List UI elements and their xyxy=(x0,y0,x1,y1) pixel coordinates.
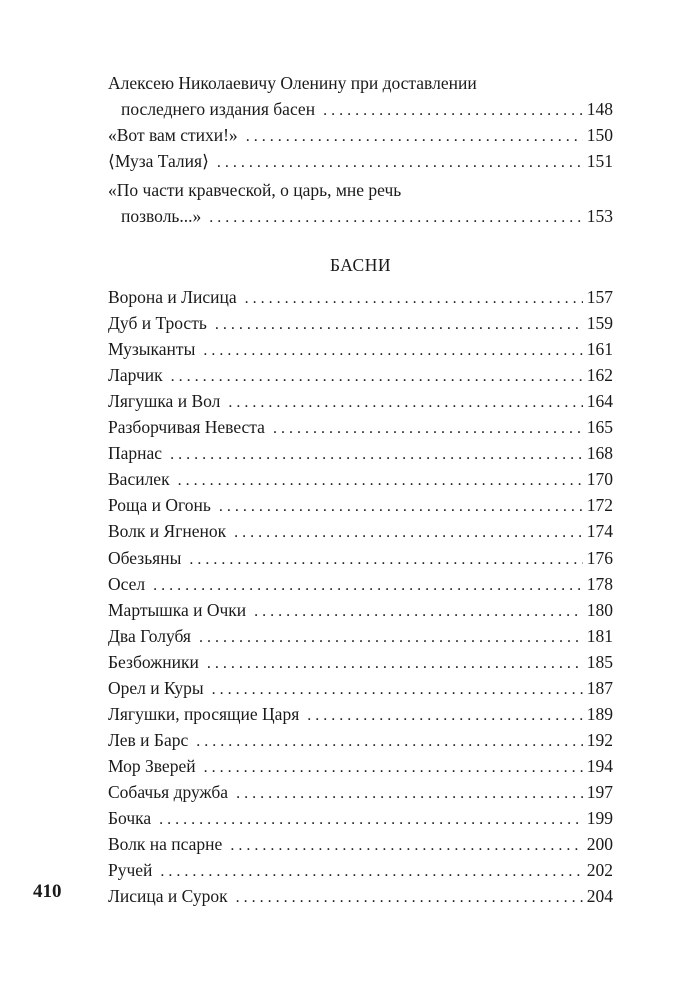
toc-entry xyxy=(108,701,613,729)
entry-title: Лягушки, просящие Царя xyxy=(108,703,300,724)
entry-page-number: 178 xyxy=(586,573,613,594)
leader-dots xyxy=(219,494,583,520)
toc-entry xyxy=(108,623,613,651)
toc-entry xyxy=(108,466,613,494)
entry-page-number: 164 xyxy=(586,391,613,412)
entry-title-line: «Вот вам стихи!» xyxy=(108,125,238,145)
toc-entry xyxy=(108,571,613,599)
entry-page-number: 176 xyxy=(586,547,613,568)
leader-dots xyxy=(254,599,583,625)
toc-entry xyxy=(108,284,613,312)
toc-entry xyxy=(108,388,613,416)
toc-entry xyxy=(108,336,613,364)
leader-dots xyxy=(323,98,583,124)
toc-entry xyxy=(108,122,613,150)
toc-entry xyxy=(108,597,613,625)
leader-dots xyxy=(153,573,583,599)
toc-entry xyxy=(108,831,613,859)
leader-dots xyxy=(212,677,583,703)
leader-dots xyxy=(160,859,582,885)
toc-entry xyxy=(108,857,613,885)
entry-page-number: 148 xyxy=(586,99,613,119)
entry-page-number: 165 xyxy=(586,417,613,438)
toc-entry xyxy=(108,414,613,442)
toc-entry xyxy=(108,545,613,573)
entry-title: Лисица и Сурок xyxy=(108,886,228,907)
entry-page-number: 150 xyxy=(586,125,613,145)
leader-dots xyxy=(178,468,583,494)
toc-entry xyxy=(108,177,613,231)
toc-entry xyxy=(108,310,613,338)
entry-title: Лягушка и Вол xyxy=(108,391,221,412)
leader-dots xyxy=(215,312,583,338)
entry-page-number: 174 xyxy=(586,521,613,542)
entry-title: Волк на псарне xyxy=(108,834,223,855)
entry-page-number: 187 xyxy=(586,677,613,698)
entry-title: Безбожники xyxy=(108,651,199,672)
entry-page-number: 151 xyxy=(586,151,613,171)
entry-page-number: 199 xyxy=(586,808,613,828)
toc-entry xyxy=(108,440,613,468)
entry-title: Мор Зверей xyxy=(108,755,196,776)
leader-dots xyxy=(171,364,583,390)
entry-page-number: 181 xyxy=(586,625,613,646)
entry-title: Лев и Барс xyxy=(108,729,189,750)
entry-page-number: 159 xyxy=(586,313,613,334)
entry-title: Музыканты xyxy=(108,339,196,360)
entry-page-number: 161 xyxy=(586,339,613,360)
entry-title: Волк и Ягненок xyxy=(108,521,227,542)
leader-dots xyxy=(159,807,583,833)
toc-entry xyxy=(108,518,613,546)
entry-page-number: 197 xyxy=(586,781,613,802)
entry-title: Ларчик xyxy=(108,365,163,386)
leader-dots xyxy=(307,703,583,729)
leader-dots xyxy=(207,651,583,677)
leader-dots xyxy=(209,205,582,231)
leader-dots xyxy=(234,520,583,546)
toc-entry xyxy=(108,805,613,833)
leader-dots xyxy=(236,885,583,911)
entry-page-number: 192 xyxy=(586,729,613,750)
leader-dots xyxy=(228,390,582,416)
entry-title-line: позволь...» xyxy=(121,206,202,226)
entry-title: Василек xyxy=(108,469,170,490)
entry-page-number: 153 xyxy=(586,206,613,226)
entry-title: Бочка xyxy=(108,808,152,828)
entry-page-number: 204 xyxy=(586,886,613,907)
leader-dots xyxy=(245,286,583,312)
entry-page-number: 194 xyxy=(586,755,613,776)
toc-entry xyxy=(108,883,613,911)
entry-page-number: 172 xyxy=(586,495,613,516)
entry-title-line: последнего издания басен xyxy=(121,99,316,119)
entry-title: Мартышка и Очки xyxy=(108,599,247,620)
leader-dots xyxy=(199,625,583,651)
toc-entry xyxy=(108,675,613,703)
leader-dots xyxy=(273,416,583,442)
entry-page-number: 185 xyxy=(586,651,613,672)
section-heading: БАСНИ xyxy=(329,255,392,275)
entry-title: Собачья дружба xyxy=(108,781,229,802)
leader-dots xyxy=(203,338,582,364)
entry-title: Орел и Куры xyxy=(108,677,204,698)
toc-entry xyxy=(108,649,613,677)
entry-page-number: 162 xyxy=(586,365,613,386)
entry-title: Ворона и Лисица xyxy=(108,287,237,307)
leader-dots xyxy=(196,729,583,755)
toc-entry xyxy=(108,362,613,390)
toc-entry xyxy=(108,727,613,755)
entry-title-line: Алексею Николаевичу Оленину при доставлении xyxy=(108,73,477,93)
entry-page-number: 200 xyxy=(586,834,613,855)
leader-dots xyxy=(217,150,583,176)
entry-title: Осел xyxy=(108,573,146,594)
toc-entry xyxy=(108,779,613,807)
leader-dots xyxy=(246,124,583,150)
entry-title: Роща и Огонь xyxy=(108,495,211,516)
leader-dots xyxy=(189,547,582,573)
toc-entry xyxy=(108,492,613,520)
leader-dots xyxy=(230,833,582,859)
entry-title-line: «По части кравческой, о царь, мне речь xyxy=(108,180,402,200)
entry-page-number: 157 xyxy=(586,287,613,307)
toc-entry xyxy=(108,753,613,781)
entry-page-number: 170 xyxy=(586,469,613,490)
entry-page-number: 189 xyxy=(586,703,613,724)
page-folio: 410 xyxy=(33,881,62,902)
leader-dots xyxy=(204,755,583,781)
entry-title: Дуб и Трость xyxy=(108,313,207,334)
toc-entry xyxy=(108,70,613,124)
entry-title-line: ⟨Муза Талия⟩ xyxy=(108,151,209,171)
leader-dots xyxy=(236,781,583,807)
entry-title: Обезьяны xyxy=(108,547,182,568)
entry-title: Парнас xyxy=(108,443,163,464)
entry-page-number: 180 xyxy=(586,599,613,620)
entry-title: Разборчивая Невеста xyxy=(108,417,265,438)
leader-dots xyxy=(170,442,583,468)
entry-page-number: 168 xyxy=(586,443,613,464)
entry-title: Ручей xyxy=(108,860,153,881)
entry-title: Два Голубя xyxy=(108,625,191,646)
entry-page-number: 202 xyxy=(586,860,613,881)
toc-entry xyxy=(108,148,613,176)
